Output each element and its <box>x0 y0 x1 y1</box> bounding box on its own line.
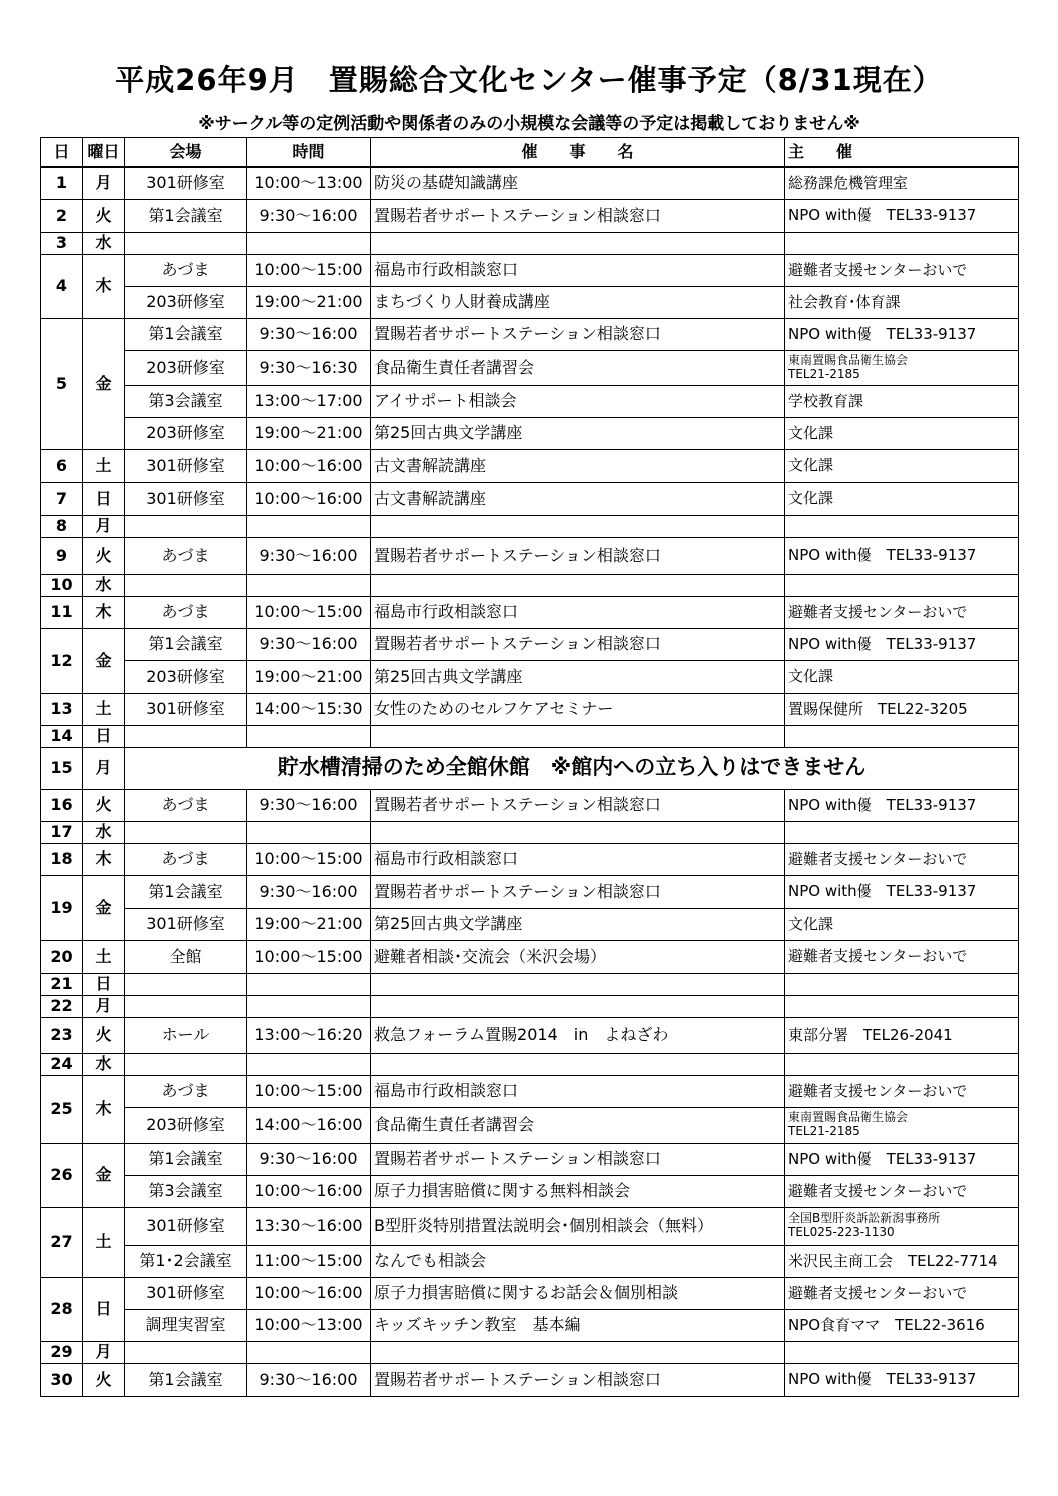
closure-notice: 貯水槽清掃のため全館休館 ※館内への立ち入りはできません <box>125 747 1019 789</box>
organizer-cell <box>785 574 1019 596</box>
table-row <box>41 286 1019 318</box>
weekday-cell: 金 <box>83 318 125 449</box>
time-cell: 9:30～16:00 <box>247 318 371 350</box>
event-cell <box>371 232 785 254</box>
venue-cell: あづま <box>125 596 247 628</box>
page-subtitle: ※サークル等の定例活動や関係者のみの小規模な会議等の予定は掲載しておりません※ <box>198 114 860 134</box>
table-row <box>41 515 1019 537</box>
table-row <box>41 940 1019 973</box>
table-row <box>41 1309 1019 1341</box>
organizer-cell: 避難者支援センターおいで <box>785 1175 1019 1207</box>
weekday-cell: 土 <box>83 693 125 725</box>
event-cell <box>371 725 785 747</box>
schedule-body <box>41 167 1019 1396</box>
weekday-cell: 土 <box>83 940 125 973</box>
venue-cell <box>125 995 247 1017</box>
venue-cell: 301研修室 <box>125 693 247 725</box>
day-cell: 28 <box>41 1277 83 1341</box>
day-cell: 13 <box>41 693 83 725</box>
table-row <box>41 574 1019 596</box>
event-cell: 救急フォーラム置賜2014 in よねざわ <box>371 1017 785 1053</box>
weekday-cell: 火 <box>83 537 125 574</box>
day-cell: 5 <box>41 318 83 449</box>
venue-cell: 203研修室 <box>125 417 247 449</box>
event-cell: 福島市行政相談窓口 <box>371 254 785 286</box>
day-cell: 21 <box>41 973 83 995</box>
weekday-cell: 木 <box>83 596 125 628</box>
venue-cell: 203研修室 <box>125 350 247 385</box>
time-cell: 10:00～15:00 <box>247 1075 371 1107</box>
organizer-cell: 避難者支援センターおいで <box>785 940 1019 973</box>
venue-cell: 301研修室 <box>125 482 247 515</box>
day-cell: 19 <box>41 875 83 940</box>
time-cell: 9:30～16:00 <box>247 789 371 821</box>
organizer-cell: 東部分署 TEL26-2041 <box>785 1017 1019 1053</box>
time-cell <box>247 515 371 537</box>
event-cell: 原子力損害賠償に関するお話会＆個別相談 <box>371 1277 785 1309</box>
event-cell: 置賜若者サポートステーション相談窓口 <box>371 1363 785 1396</box>
event-cell <box>371 574 785 596</box>
weekday-cell: 金 <box>83 875 125 940</box>
day-cell: 17 <box>41 821 83 843</box>
venue-cell <box>125 821 247 843</box>
time-cell: 9:30～16:30 <box>247 350 371 385</box>
organizer-name: 全国B型肝炎訴訟新潟事務所 <box>788 1211 941 1226</box>
organizer-phone: TEL21-2185 <box>788 1124 860 1138</box>
table-row <box>41 1245 1019 1277</box>
time-cell: 10:00～15:00 <box>247 940 371 973</box>
organizer-cell <box>785 1341 1019 1363</box>
event-cell: 置賜若者サポートステーション相談窓口 <box>371 789 785 821</box>
time-cell: 10:00～16:00 <box>247 1277 371 1309</box>
venue-cell: 全館 <box>125 940 247 973</box>
venue-cell: 第1会議室 <box>125 875 247 908</box>
time-cell <box>247 574 371 596</box>
event-cell: 置賜若者サポートステーション相談窓口 <box>371 628 785 660</box>
time-cell: 11:00～15:00 <box>247 1245 371 1277</box>
day-cell: 15 <box>41 747 83 789</box>
event-cell: 女性のためのセルフケアセミナー <box>371 693 785 725</box>
venue-cell: 301研修室 <box>125 908 247 940</box>
day-cell: 25 <box>41 1075 83 1143</box>
weekday-cell: 月 <box>83 1341 125 1363</box>
time-cell <box>247 973 371 995</box>
table-row <box>41 1053 1019 1075</box>
event-cell: 原子力損害賠償に関する無料相談会 <box>371 1175 785 1207</box>
time-cell: 10:00～15:00 <box>247 254 371 286</box>
table-row <box>41 725 1019 747</box>
table-row <box>41 1107 1019 1143</box>
day-cell: 4 <box>41 254 83 318</box>
event-cell: 福島市行政相談窓口 <box>371 843 785 875</box>
time-cell <box>247 1341 371 1363</box>
time-cell: 19:00～21:00 <box>247 908 371 940</box>
event-cell: なんでも相談会 <box>371 1245 785 1277</box>
organizer-cell <box>785 350 1019 385</box>
time-cell <box>247 995 371 1017</box>
page-title: 平成26年9月 置賜総合文化センター催事予定（8/31現在） <box>115 63 943 97</box>
organizer-cell: 学校教育課 <box>785 385 1019 417</box>
time-cell: 10:00～15:00 <box>247 843 371 875</box>
venue-cell <box>125 515 247 537</box>
organizer-cell: 避難者支援センターおいで <box>785 843 1019 875</box>
event-cell: 古文書解読講座 <box>371 482 785 515</box>
organizer-phone: TEL025-223-1130 <box>788 1225 895 1239</box>
event-cell <box>371 1341 785 1363</box>
organizer-cell <box>785 973 1019 995</box>
venue-cell <box>125 1053 247 1075</box>
time-cell <box>247 725 371 747</box>
event-cell <box>371 1053 785 1075</box>
organizer-cell <box>785 1207 1019 1245</box>
organizer-cell <box>785 725 1019 747</box>
venue-cell: あづま <box>125 254 247 286</box>
event-cell: 食品衛生責任者講習会 <box>371 350 785 385</box>
weekday-cell: 水 <box>83 574 125 596</box>
table-row <box>41 1175 1019 1207</box>
venue-cell: あづま <box>125 1075 247 1107</box>
organizer-cell: 避難者支援センターおいで <box>785 596 1019 628</box>
weekday-cell: 水 <box>83 1053 125 1075</box>
day-cell: 8 <box>41 515 83 537</box>
day-cell: 10 <box>41 574 83 596</box>
table-row <box>41 875 1019 908</box>
day-cell: 23 <box>41 1017 83 1053</box>
event-cell: 避難者相談･交流会（米沢会場） <box>371 940 785 973</box>
event-cell <box>371 973 785 995</box>
venue-cell: 第3会議室 <box>125 1175 247 1207</box>
table-row <box>41 1017 1019 1053</box>
table-row <box>41 693 1019 725</box>
day-cell: 30 <box>41 1363 83 1396</box>
weekday-cell: 日 <box>83 725 125 747</box>
table-row <box>41 232 1019 254</box>
table-row <box>41 596 1019 628</box>
table-row <box>41 1143 1019 1175</box>
table-row <box>41 789 1019 821</box>
organizer-name: 東南置賜食品衛生協会 <box>788 1110 909 1125</box>
organizer-cell: 文化課 <box>785 482 1019 515</box>
table-row <box>41 660 1019 693</box>
organizer-cell <box>785 995 1019 1017</box>
weekday-cell: 水 <box>83 232 125 254</box>
day-cell: 14 <box>41 725 83 747</box>
venue-cell <box>125 973 247 995</box>
table-row <box>41 1277 1019 1309</box>
venue-cell: 調理実習室 <box>125 1309 247 1341</box>
organizer-phone: TEL21-2185 <box>788 366 860 381</box>
event-cell: 第25回古典文学講座 <box>371 908 785 940</box>
organizer-cell: NPO with優 TEL33-9137 <box>785 199 1019 232</box>
time-cell: 13:00～17:00 <box>247 385 371 417</box>
venue-cell: 第1会議室 <box>125 1143 247 1175</box>
time-cell: 9:30～16:00 <box>247 1363 371 1396</box>
weekday-cell: 火 <box>83 789 125 821</box>
event-cell <box>371 821 785 843</box>
time-cell: 13:30～16:00 <box>247 1207 371 1245</box>
table-row <box>41 318 1019 350</box>
table-row <box>41 973 1019 995</box>
organizer-cell: 避難者支援センターおいで <box>785 1277 1019 1309</box>
table-row <box>41 1075 1019 1107</box>
organizer-cell <box>785 1107 1019 1143</box>
organizer-cell <box>785 515 1019 537</box>
day-cell: 3 <box>41 232 83 254</box>
organizer-cell <box>785 232 1019 254</box>
event-cell: 第25回古典文学講座 <box>371 660 785 693</box>
header-organizer: 主 催 <box>785 138 1019 168</box>
venue-cell <box>125 232 247 254</box>
day-cell: 2 <box>41 199 83 232</box>
event-cell: 置賜若者サポートステーション相談窓口 <box>371 1143 785 1175</box>
venue-cell: 第1会議室 <box>125 199 247 232</box>
organizer-cell: NPO with優 TEL33-9137 <box>785 875 1019 908</box>
venue-cell: あづま <box>125 843 247 875</box>
event-cell: 食品衛生責任者講習会 <box>371 1107 785 1143</box>
table-row <box>41 908 1019 940</box>
weekday-cell: 日 <box>83 482 125 515</box>
organizer-cell: 文化課 <box>785 908 1019 940</box>
time-cell: 10:00～15:00 <box>247 596 371 628</box>
organizer-cell: 米沢民主商工会 TEL22-7714 <box>785 1245 1019 1277</box>
venue-cell <box>125 725 247 747</box>
day-cell: 24 <box>41 1053 83 1075</box>
table-row <box>41 1341 1019 1363</box>
venue-cell: 301研修室 <box>125 1207 247 1245</box>
weekday-cell: 土 <box>83 1207 125 1277</box>
venue-cell: 第1･2会議室 <box>125 1245 247 1277</box>
day-cell: 26 <box>41 1143 83 1207</box>
organizer-cell: 総務課危機管理室 <box>785 167 1019 199</box>
venue-cell: ホール <box>125 1017 247 1053</box>
event-cell: 福島市行政相談窓口 <box>371 1075 785 1107</box>
event-cell: 置賜若者サポートステーション相談窓口 <box>371 318 785 350</box>
venue-cell: 301研修室 <box>125 1277 247 1309</box>
time-cell: 19:00～21:00 <box>247 286 371 318</box>
weekday-cell: 火 <box>83 1363 125 1396</box>
weekday-cell: 木 <box>83 843 125 875</box>
organizer-cell: 置賜保健所 TEL22-3205 <box>785 693 1019 725</box>
time-cell <box>247 232 371 254</box>
header-time: 時間 <box>247 138 371 168</box>
time-cell: 14:00～16:00 <box>247 1107 371 1143</box>
venue-cell: 203研修室 <box>125 286 247 318</box>
organizer-cell: 文化課 <box>785 449 1019 482</box>
table-row <box>41 199 1019 232</box>
table-row <box>41 482 1019 515</box>
event-cell: 古文書解読講座 <box>371 449 785 482</box>
event-cell: まちづくり人財養成講座 <box>371 286 785 318</box>
organizer-name: 東南置賜食品衛生協会 <box>788 352 909 367</box>
weekday-cell: 木 <box>83 254 125 318</box>
day-cell: 6 <box>41 449 83 482</box>
time-cell: 10:00～16:00 <box>247 1175 371 1207</box>
day-cell: 20 <box>41 940 83 973</box>
organizer-cell <box>785 1053 1019 1075</box>
weekday-cell: 日 <box>83 1277 125 1341</box>
table-row <box>41 167 1019 199</box>
organizer-cell: NPO食育ママ TEL22-3616 <box>785 1309 1019 1341</box>
time-cell: 9:30～16:00 <box>247 875 371 908</box>
event-cell: アイサポート相談会 <box>371 385 785 417</box>
event-cell: 防災の基礎知識講座 <box>371 167 785 199</box>
weekday-cell: 金 <box>83 1143 125 1207</box>
day-cell: 11 <box>41 596 83 628</box>
table-row <box>41 628 1019 660</box>
day-cell: 22 <box>41 995 83 1017</box>
venue-cell: 301研修室 <box>125 449 247 482</box>
weekday-cell: 月 <box>83 167 125 199</box>
day-cell: 9 <box>41 537 83 574</box>
organizer-cell: NPO with優 TEL33-9137 <box>785 789 1019 821</box>
event-cell <box>371 515 785 537</box>
day-cell: 18 <box>41 843 83 875</box>
time-cell: 9:30～16:00 <box>247 199 371 232</box>
venue-cell: あづま <box>125 537 247 574</box>
time-cell <box>247 821 371 843</box>
venue-cell: 第1会議室 <box>125 628 247 660</box>
weekday-cell: 月 <box>83 995 125 1017</box>
organizer-cell: 文化課 <box>785 660 1019 693</box>
weekday-cell: 火 <box>83 1017 125 1053</box>
time-cell: 10:00～13:00 <box>247 167 371 199</box>
organizer-cell: 避難者支援センターおいで <box>785 1075 1019 1107</box>
venue-cell: 203研修室 <box>125 1107 247 1143</box>
event-cell: 置賜若者サポートステーション相談窓口 <box>371 199 785 232</box>
venue-cell: 301研修室 <box>125 167 247 199</box>
table-row <box>41 995 1019 1017</box>
day-cell: 12 <box>41 628 83 693</box>
time-cell: 10:00～16:00 <box>247 449 371 482</box>
venue-cell <box>125 574 247 596</box>
organizer-cell: NPO with優 TEL33-9137 <box>785 628 1019 660</box>
event-cell: 第25回古典文学講座 <box>371 417 785 449</box>
weekday-cell: 火 <box>83 199 125 232</box>
header-row <box>41 138 1019 168</box>
weekday-cell: 木 <box>83 1075 125 1143</box>
organizer-cell <box>785 821 1019 843</box>
table-row <box>41 449 1019 482</box>
time-cell: 9:30～16:00 <box>247 628 371 660</box>
venue-cell: 第3会議室 <box>125 385 247 417</box>
weekday-cell: 月 <box>83 515 125 537</box>
table-row <box>41 385 1019 417</box>
time-cell: 9:30～16:00 <box>247 537 371 574</box>
time-cell: 14:00～15:30 <box>247 693 371 725</box>
day-cell: 1 <box>41 167 83 199</box>
weekday-cell: 金 <box>83 628 125 693</box>
time-cell: 10:00～13:00 <box>247 1309 371 1341</box>
time-cell: 10:00～16:00 <box>247 482 371 515</box>
table-row <box>41 417 1019 449</box>
day-cell: 29 <box>41 1341 83 1363</box>
organizer-cell: 社会教育･体育課 <box>785 286 1019 318</box>
header-weekday: 曜日 <box>83 138 125 168</box>
event-cell: 置賜若者サポートステーション相談窓口 <box>371 875 785 908</box>
weekday-cell: 土 <box>83 449 125 482</box>
table-row <box>41 821 1019 843</box>
organizer-cell: 文化課 <box>785 417 1019 449</box>
organizer-cell: NPO with優 TEL33-9137 <box>785 537 1019 574</box>
venue-cell: 203研修室 <box>125 660 247 693</box>
weekday-cell: 日 <box>83 973 125 995</box>
header-day: 日 <box>41 138 83 168</box>
header-event: 催 事 名 <box>371 138 785 168</box>
weekday-cell: 水 <box>83 821 125 843</box>
time-cell: 13:00～16:20 <box>247 1017 371 1053</box>
header-venue: 会場 <box>125 138 247 168</box>
time-cell: 19:00～21:00 <box>247 660 371 693</box>
table-row <box>41 1207 1019 1245</box>
venue-cell: 第1会議室 <box>125 318 247 350</box>
venue-cell: 第1会議室 <box>125 1363 247 1396</box>
event-cell <box>371 995 785 1017</box>
venue-cell <box>125 1341 247 1363</box>
event-cell: B型肝炎特別措置法説明会･個別相談会（無料） <box>371 1207 785 1245</box>
day-cell: 16 <box>41 789 83 821</box>
table-row <box>41 350 1019 385</box>
organizer-cell: NPO with優 TEL33-9137 <box>785 318 1019 350</box>
time-cell <box>247 1053 371 1075</box>
weekday-cell: 月 <box>83 747 125 789</box>
organizer-cell: 避難者支援センターおいで <box>785 254 1019 286</box>
table-row <box>41 254 1019 286</box>
day-cell: 7 <box>41 482 83 515</box>
venue-cell: あづま <box>125 789 247 821</box>
event-cell: キッズキッチン教室 基本編 <box>371 1309 785 1341</box>
table-row <box>41 843 1019 875</box>
time-cell: 9:30～16:00 <box>247 1143 371 1175</box>
event-cell: 置賜若者サポートステーション相談窓口 <box>371 537 785 574</box>
event-cell: 福島市行政相談窓口 <box>371 596 785 628</box>
table-row <box>41 747 1019 789</box>
organizer-cell: NPO with優 TEL33-9137 <box>785 1363 1019 1396</box>
time-cell: 19:00～21:00 <box>247 417 371 449</box>
organizer-cell: NPO with優 TEL33-9137 <box>785 1143 1019 1175</box>
table-row <box>41 537 1019 574</box>
day-cell: 27 <box>41 1207 83 1277</box>
table-row <box>41 1363 1019 1396</box>
schedule-table <box>40 137 1019 1397</box>
